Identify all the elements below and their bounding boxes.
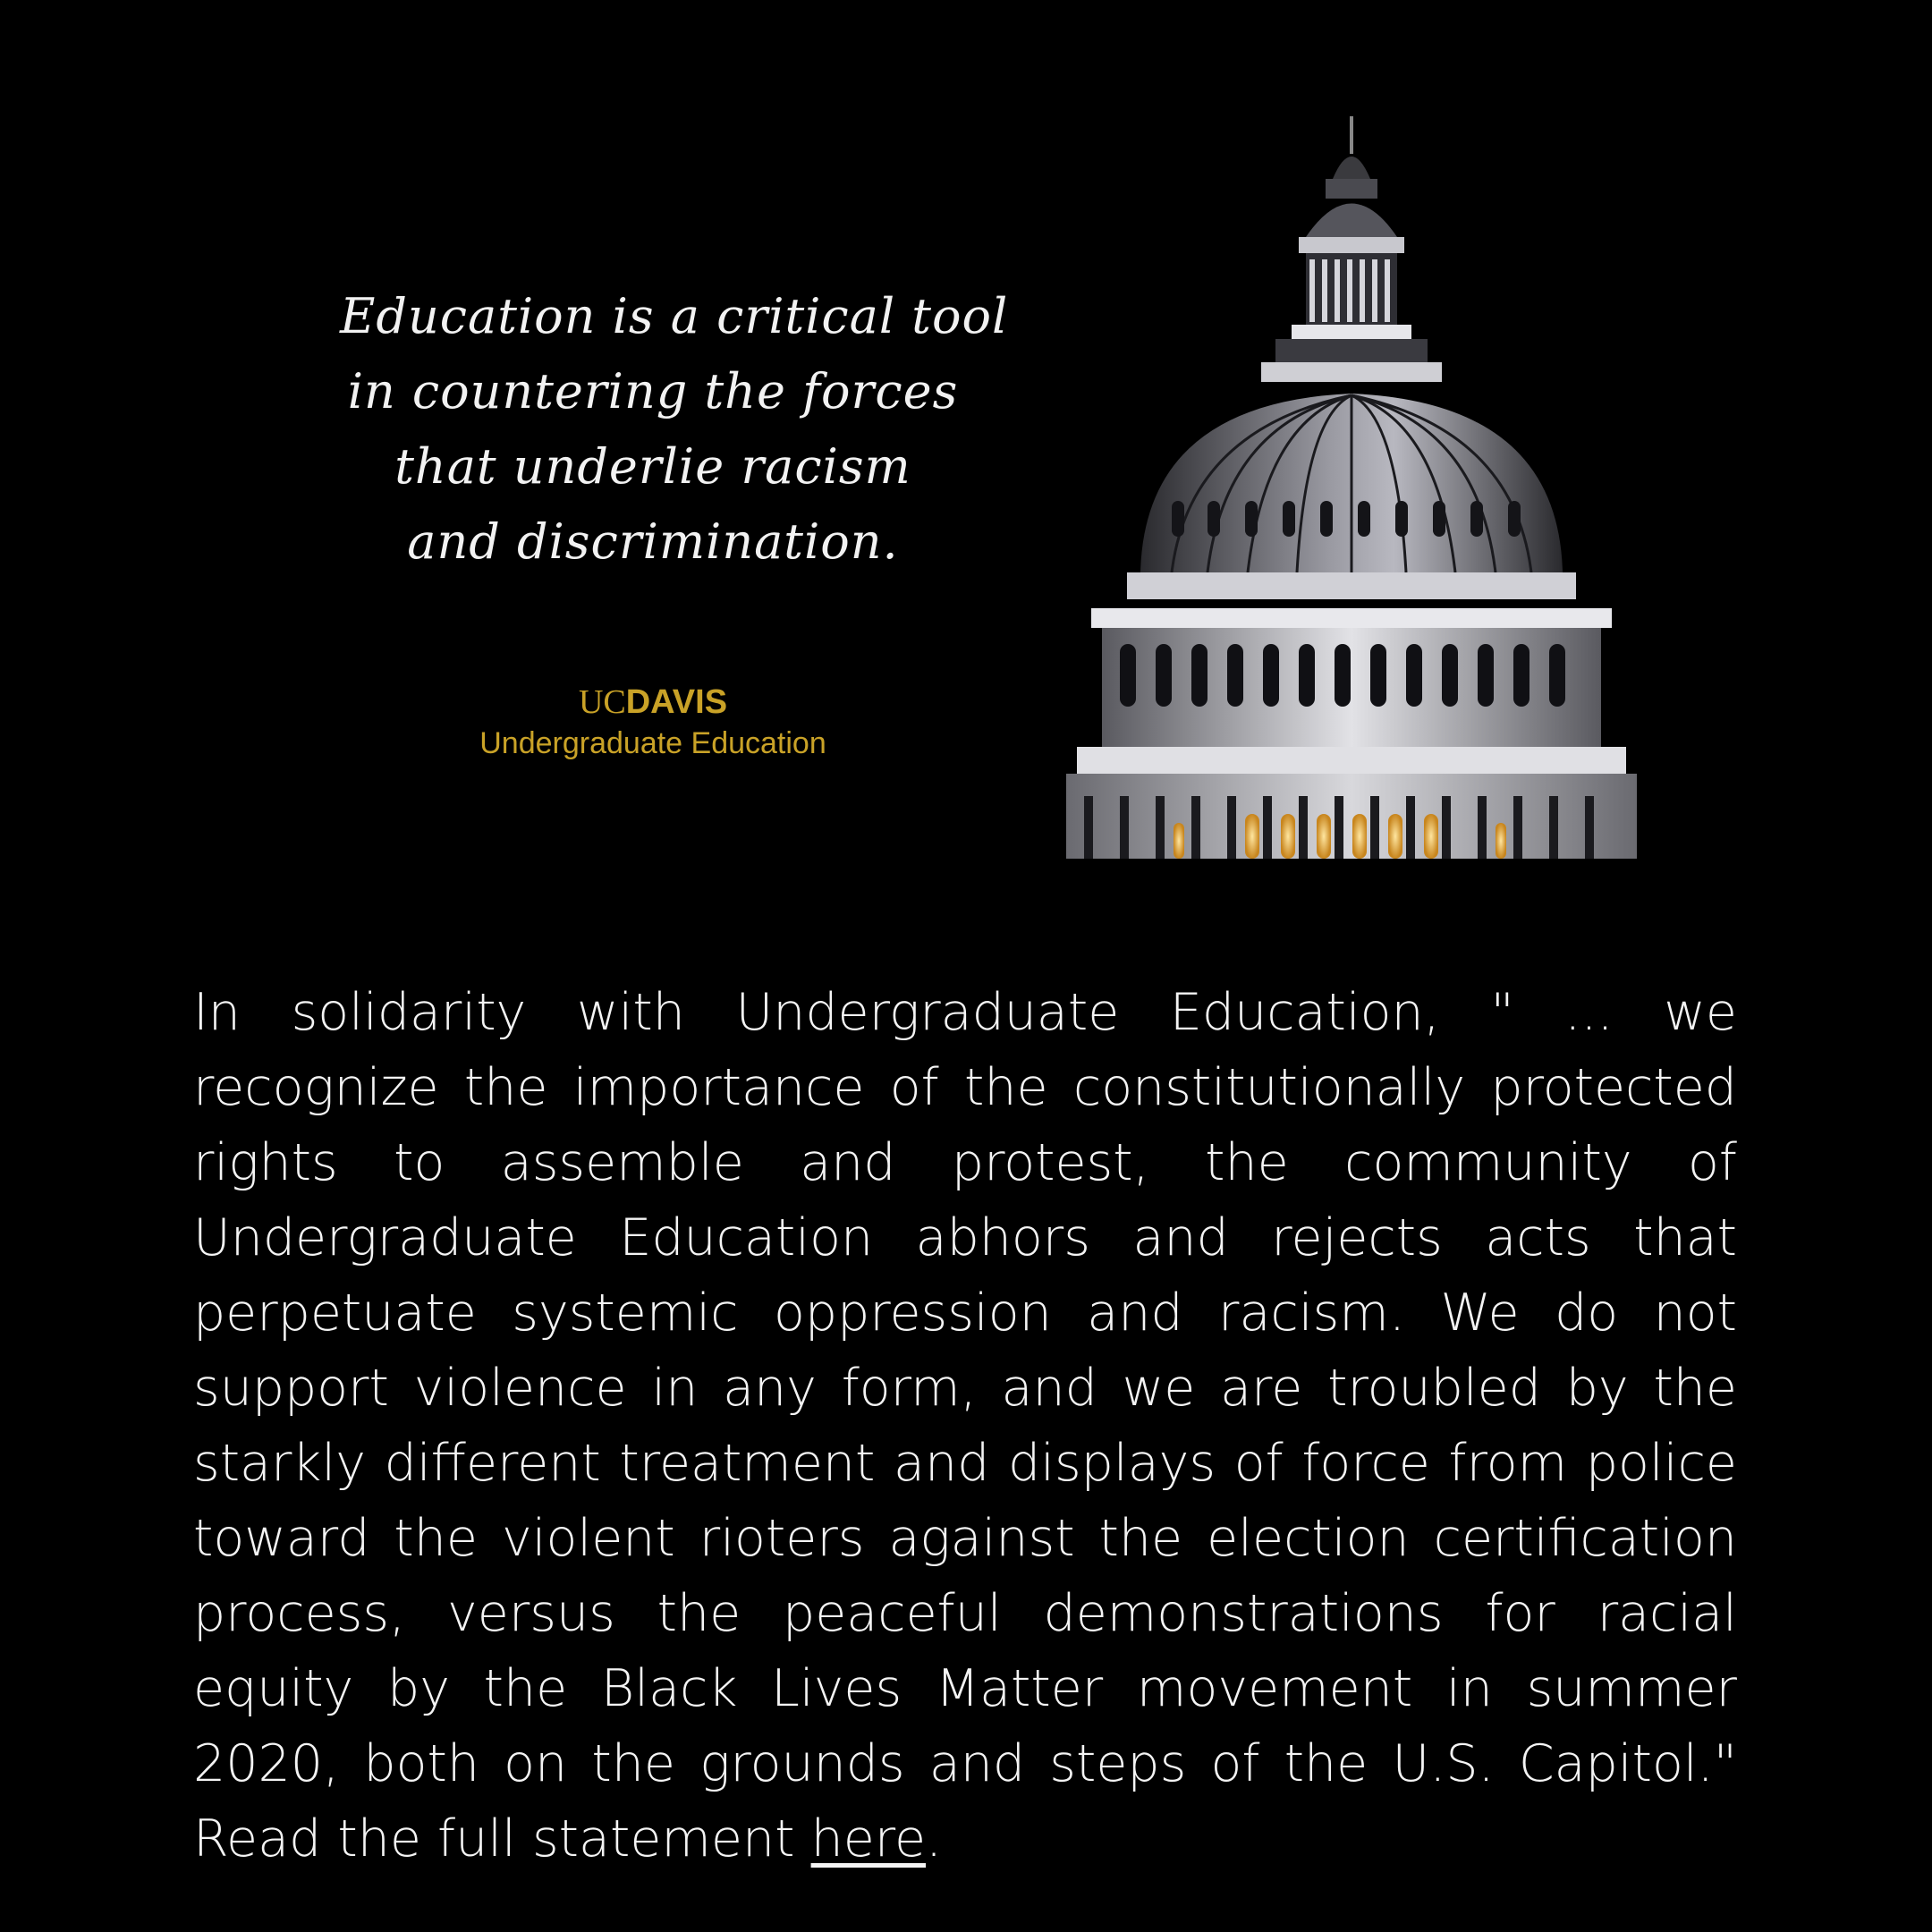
logo-wordmark (376, 680, 930, 724)
quote-line: in countering the forces (347, 363, 959, 419)
capitol-dome-image (1038, 107, 1646, 859)
quote-line: and discrimination. (407, 513, 899, 570)
logo-subtitle: Undergraduate Education (479, 726, 826, 760)
full-statement-link[interactable]: here (810, 1809, 927, 1868)
statement-body: In solidarity with Undergraduate Education, " ... we recognize the importance of the constitutionally protected rights to assemble and protest, the community of Undergraduate Education abhors and rejects acts that perpetuate systemic oppression and racism. We do not support violence in any form, and we are troubled by the starkly different treatment and displays of force from police toward the violent rioters against the election certification process, versus the peaceful demonstrations for racial equity by the Black Lives Matter movement in summer 2020, both on the grounds and steps of the U.S. Capitol." Read the full statement (193, 983, 1737, 1868)
ucdavis-logo (376, 680, 930, 763)
statement-tail: . (926, 1809, 943, 1868)
quote-line: that underlie racism (394, 438, 911, 495)
quote-line: Education is a critical tool (340, 288, 1009, 344)
solidarity-statement (193, 975, 1737, 1877)
logo-davis: DAVIS (625, 683, 728, 721)
logo-uc: UC (578, 683, 626, 721)
quote (340, 279, 1009, 580)
